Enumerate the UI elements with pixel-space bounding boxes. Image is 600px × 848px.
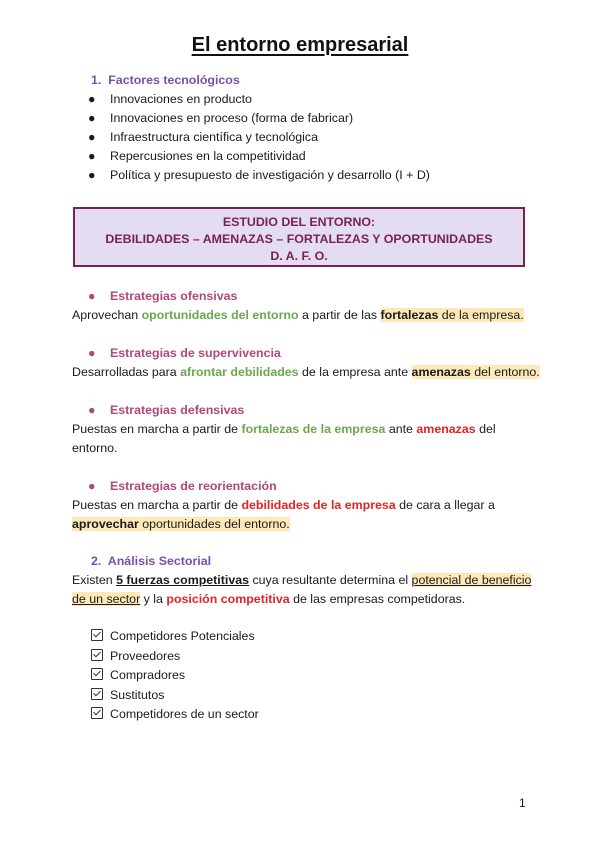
- checkbox-checked-icon: [91, 649, 103, 661]
- list-item: ● Infraestructura científica y tecnológica: [88, 128, 318, 147]
- bullet-icon: ●: [88, 92, 96, 106]
- bullet-icon: ●: [88, 403, 96, 417]
- bullet-icon: ●: [88, 289, 96, 303]
- list-item: ● Innovaciones en proceso (forma de fabricar): [88, 109, 353, 128]
- dafo-box: [73, 207, 525, 267]
- checklist-item: Competidores Potenciales: [91, 627, 255, 646]
- section1-title: Factores tecnológicos: [108, 73, 240, 87]
- strategy-text-supervivencia: Desarrolladas para afrontar debilidades de la empresa ante amenazas del entorno.: [72, 365, 540, 379]
- bullet-icon: ●: [88, 346, 96, 360]
- section2-heading: [91, 552, 211, 571]
- section1-number: 1.: [91, 73, 102, 87]
- dafo-line2: DEBILIDADES – AMENAZAS – FORTALEZAS Y OPORTUNIDADES: [105, 232, 493, 246]
- list-item: ● Repercusiones en la competitividad: [88, 147, 306, 166]
- strategy-text-reorientacion: Puestas en marcha a partir de debilidades de la empresa de cara a llegar a: [72, 498, 495, 512]
- page-title: El entorno empresarial: [191, 34, 409, 56]
- section1-heading: [91, 71, 240, 90]
- strategy-heading-ofensivas: ● Estrategias ofensivas: [88, 287, 237, 306]
- checkbox-checked-icon: [91, 629, 103, 641]
- checklist-item: Proveedores: [91, 647, 180, 666]
- strategy-heading-supervivencia: ● Estrategias de supervivencia: [88, 344, 281, 363]
- strategy-heading-reorientacion: ● Estrategias de reorientación: [88, 477, 277, 496]
- bullet-icon: ●: [88, 149, 96, 163]
- strategy-text-ofensivas: Aprovechan oportunidades del entorno a partir de las fortalezas de la empresa.: [72, 308, 524, 322]
- strategy-text-reorientacion-cont: aprovechar oportunidades del entorno.: [72, 517, 290, 531]
- checkbox-checked-icon: [91, 668, 103, 680]
- strategy-text-defensivas: Puestas en marcha a partir de fortalezas de la empresa ante amenazas del: [72, 422, 496, 436]
- dafo-line3: D. A. F. O.: [270, 249, 328, 263]
- section2-number: 2.: [91, 554, 102, 568]
- list-item: ● Innovaciones en producto: [88, 90, 252, 109]
- checkbox-checked-icon: [91, 707, 103, 719]
- section2-title: Análisis Sectorial: [107, 554, 212, 568]
- checklist-item: Competidores de un sector: [91, 705, 259, 724]
- bullet-icon: ●: [88, 168, 96, 182]
- checklist-item: Compradores: [91, 666, 185, 685]
- list-item: ● Política y presupuesto de investigación y desarrollo (I + D): [88, 166, 430, 185]
- strategy-text-defensivas-cont: entorno.: [72, 441, 118, 455]
- dafo-line1: ESTUDIO DEL ENTORNO:: [222, 215, 376, 229]
- strategy-heading-defensivas: ● Estrategias defensivas: [88, 401, 244, 420]
- bullet-icon: ●: [88, 130, 96, 144]
- checkbox-checked-icon: [91, 688, 103, 700]
- page-number: 1: [519, 796, 526, 810]
- section2-text-cont: de un sector y la posición competitiva de las empresas competidoras.: [72, 592, 466, 606]
- checklist-item: Sustitutos: [91, 686, 164, 705]
- bullet-icon: ●: [88, 479, 96, 493]
- bullet-icon: ●: [88, 111, 96, 125]
- section2-text: Existen 5 fuerzas competitivas cuya resultante determina el potencial de beneficio: [72, 573, 532, 587]
